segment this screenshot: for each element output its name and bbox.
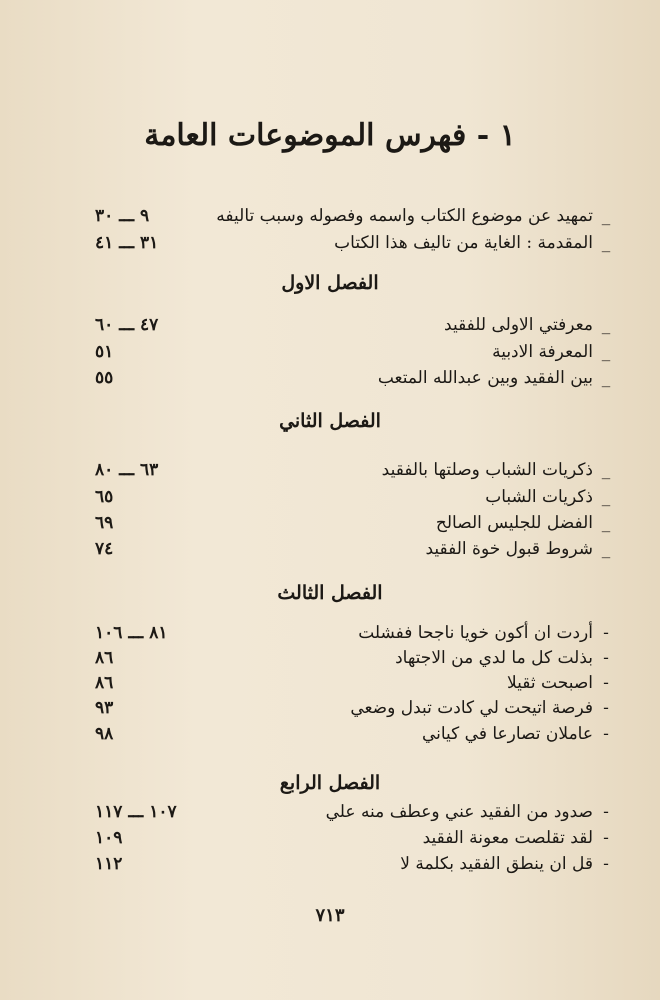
entry-pages: ١١٢ [95,854,123,874]
entry-title: أردت ان أكون خويا ناجحا ففشلت [358,623,593,643]
entry-dash: - [603,648,609,668]
entry-title: المعرفة الادبية [492,342,593,362]
toc-entry [95,724,615,750]
toc-entry [95,698,615,724]
entry-title: صدود من الفقيد عني وعطف منه علي [325,802,593,822]
entry-pages: ٨١ ـــ ١٠٦ [95,623,168,643]
entry-title: معرفتي الاولى للفقيد [444,315,593,335]
entry-title: الفضل للجليس الصالح [435,513,593,533]
entry-pages: ٤٧ ـــ ٦٠ [95,315,159,335]
entry-dash: - [603,802,609,822]
entry-dash: - [603,854,609,874]
section-heading: الفصل الثاني [279,410,381,432]
entry-title: اصبحت ثقيلا [507,673,593,693]
entry-title: فرصة اتيحت لي كادت تبدل وضعي [350,698,593,718]
entry-title: بين الفقيد وبين عبدالله المتعب [377,368,593,388]
entry-dash: _ [601,368,611,388]
entry-dash: - [603,698,609,718]
entry-title: ذكريات الشباب [485,487,593,507]
toc-entry [95,854,615,880]
entry-title: عاملان تصارعا في كياني [421,724,593,744]
section-heading: الفصل الثالث [277,582,383,604]
entry-title: المقدمة : الغاية من تاليف هذا الكتاب [334,233,593,253]
page-number: ٧١٣ [315,905,345,926]
toc-entry [95,828,615,854]
toc-entry [95,342,615,368]
toc-entry [95,460,615,486]
section-heading: الفصل الاول [281,272,379,294]
entry-pages: ١٠٧ ـــ ١١٧ [95,802,177,822]
entry-title: بذلت كل ما لدي من الاجتهاد [395,648,593,668]
entry-pages: ٣١ ـــ ٤١ [95,233,159,253]
entry-title: شروط قبول خوة الفقيد [425,539,593,559]
entry-title: قل ان ينطق الفقيد بكلمة لا [400,854,593,874]
entry-pages: ٩٨ [95,724,114,744]
entry-dash: - [603,828,609,848]
entry-dash: - [603,623,609,643]
entry-title: لقد تقلصت معونة الفقيد [422,828,593,848]
toc-entry [95,802,615,828]
entry-pages: ٨٦ [95,673,114,693]
entry-dash: - [603,673,609,693]
entry-dash: _ [601,206,611,226]
entry-pages: ٥٥ [95,368,114,388]
toc-entry [95,539,615,565]
entry-pages: ١٠٩ [95,828,123,848]
entry-dash: _ [601,539,611,559]
entry-title: ذكريات الشباب وصلتها بالفقيد [381,460,593,480]
entry-dash: _ [601,315,611,335]
entry-dash: _ [601,233,611,253]
toc-entry [95,206,615,232]
toc-entry [95,648,615,674]
section-heading: الفصل الرابع [279,772,381,794]
entry-pages: ٩ ـــ ٣٠ [95,206,150,226]
entry-pages: ٩٣ [95,698,114,718]
toc-entry [95,673,615,699]
entry-pages: ٥١ [95,342,114,362]
toc-entry [95,513,615,539]
entry-dash: _ [601,460,611,480]
page-title: ١ - فهرس الموضوعات العامة [144,118,516,153]
entry-pages: ٦٩ [95,513,114,533]
entry-pages: ٧٤ [95,539,114,559]
entry-dash: _ [601,342,611,362]
entry-dash: - [603,724,609,744]
toc-entry [95,233,615,259]
entry-pages: ٦٥ [95,487,114,507]
toc-entry [95,315,615,341]
toc-entry [95,623,615,649]
entry-pages: ٨٦ [95,648,114,668]
entry-title: تمهيد عن موضوع الكتاب واسمه وفصوله وسبب تاليفه [216,206,593,226]
toc-entry [95,368,615,394]
toc-entry [95,487,615,513]
entry-dash: _ [601,487,611,507]
entry-pages: ٦٣ ـــ ٨٠ [95,460,159,480]
entry-dash: _ [601,513,611,533]
